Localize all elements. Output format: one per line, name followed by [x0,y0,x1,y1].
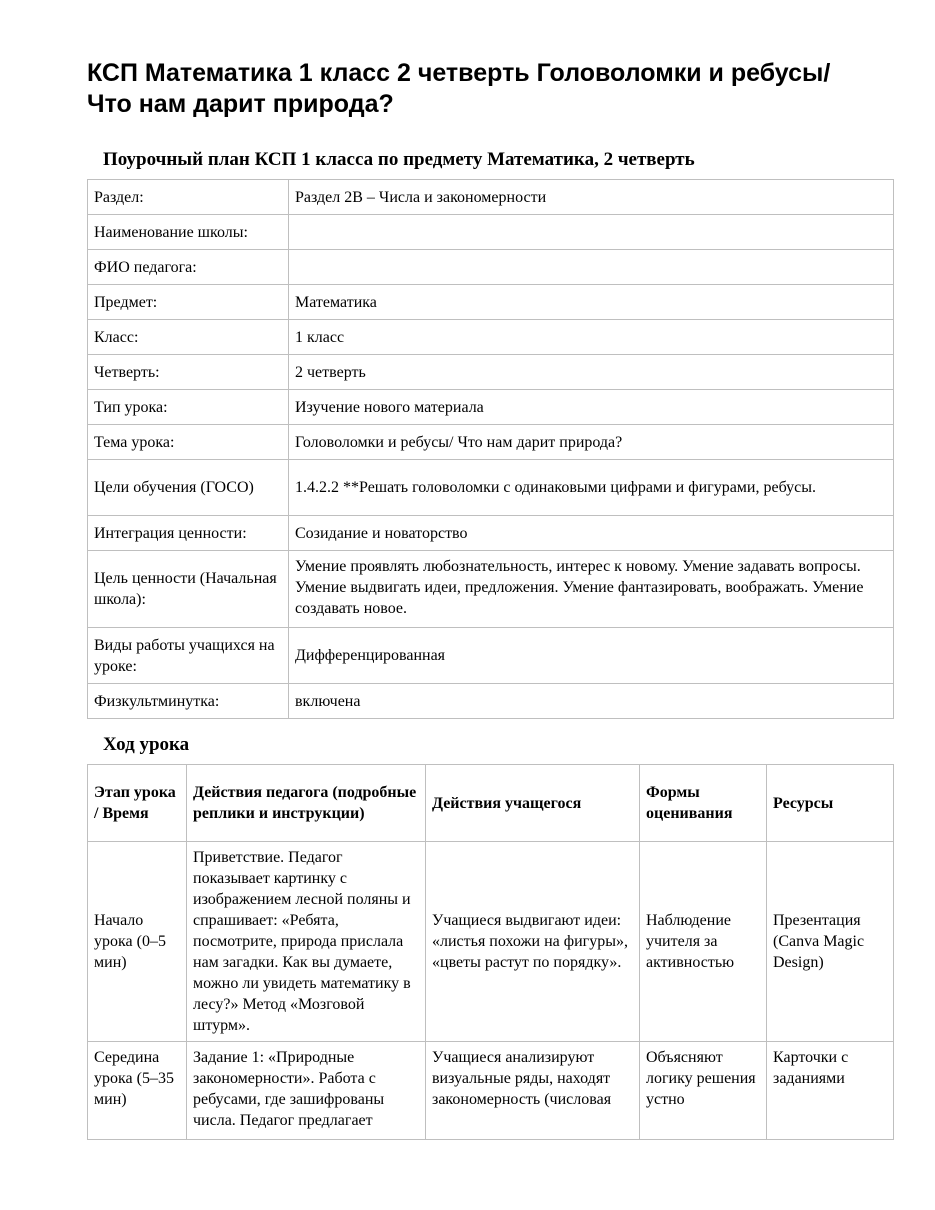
plan-label: Раздел: [88,180,289,215]
plan-label: Физкультминутка: [88,684,289,719]
plan-value: Математика [289,285,894,320]
progress-heading: Ход урока [103,734,190,755]
plan-value: Изучение нового материала [289,390,894,425]
header-resources: Ресурсы [767,765,894,842]
teacher-cell: Задание 1: «Природные закономерности». Работа с ребусами, где зашифрованы числа. Педагог предлагает [187,1042,426,1140]
header-student: Действия учащегося [426,765,640,842]
plan-value [289,215,894,250]
header-stage: Этап урока / Время [88,765,187,842]
plan-row-topic [88,425,894,460]
plan-value: Раздел 2В – Числа и закономерности [289,180,894,215]
plan-label: Тема урока: [88,425,289,460]
plan-row-teacher [88,250,894,285]
plan-row-grade [88,320,894,355]
header-teacher: Действия педагога (подробные реплики и инструкции) [187,765,426,842]
plan-label: Предмет: [88,285,289,320]
plan-row-work-types [88,628,894,684]
stage-cell: Начало урока (0–5 мин) [88,842,187,1042]
plan-row-value-goal [88,551,894,628]
student-cell: Учащиеся выдвигают идеи: «листья похожи на фигуры», «цветы растут по порядку». [426,842,640,1042]
page-title: КСП Математика 1 класс 2 четверть Головоломки и ребусы/ Что нам дарит природа? [87,59,831,118]
plan-row-lesson-type [88,390,894,425]
plan-label: Четверть: [88,355,289,390]
plan-label: Класс: [88,320,289,355]
plan-label: Виды работы учащихся на уроке: [88,628,289,684]
plan-label: Интеграция ценности: [88,516,289,551]
table-row [88,842,894,1042]
lesson-plan-table [87,179,894,719]
plan-row-exercise-break [88,684,894,719]
plan-value: 1.4.2.2 **Решать головоломки с одинаковыми цифрами и фигурами, ребусы. [289,460,894,516]
plan-label: Наименование школы: [88,215,289,250]
plan-row-section [88,180,894,215]
plan-value [289,250,894,285]
plan-value: Дифференцированная [289,628,894,684]
resources-cell: Карточки с заданиями [767,1042,894,1140]
plan-label: ФИО педагога: [88,250,289,285]
resources-cell: Презентация (Canva Magic Design) [767,842,894,1042]
plan-value: 2 четверть [289,355,894,390]
plan-value: Умение проявлять любознательность, интерес к новому. Умение задавать вопросы. Умение выдвигать идеи, предложения. Умение фантазировать, воображать. Умение создавать новое. [289,551,894,628]
progress-header-row [88,765,894,842]
plan-value: Созидание и новаторство [289,516,894,551]
plan-label: Тип урока: [88,390,289,425]
plan-heading: Поурочный план КСП 1 класса по предмету Математика, 2 четверть [103,149,695,170]
plan-value: 1 класс [289,320,894,355]
plan-value: включена [289,684,894,719]
teacher-cell: Приветствие. Педагог показывает картинку с изображением лесной поляны и спрашивает: «Ребята, посмотрите, природа прислала нам загадки. Как вы думаете, можно ли увидеть математику в лесу?» Метод «Мозговой штурм». [187,842,426,1042]
plan-value: Головоломки и ребусы/ Что нам дарит природа? [289,425,894,460]
assessment-cell: Наблюдение учителя за активностью [640,842,767,1042]
plan-row-quarter [88,355,894,390]
student-cell: Учащиеся анализируют визуальные ряды, находят закономерность (числовая [426,1042,640,1140]
plan-row-objectives [88,460,894,516]
plan-row-value-integration [88,516,894,551]
table-row [88,1042,894,1140]
assessment-cell: Объясняют логику решения устно [640,1042,767,1140]
header-assessment: Формы оценивания [640,765,767,842]
lesson-progress-table [87,764,894,1140]
stage-cell: Середина урока (5–35 мин) [88,1042,187,1140]
plan-label: Цель ценности (Начальная школа): [88,551,289,628]
plan-label: Цели обучения (ГОСО) [88,460,289,516]
plan-row-subject [88,285,894,320]
plan-row-school [88,215,894,250]
